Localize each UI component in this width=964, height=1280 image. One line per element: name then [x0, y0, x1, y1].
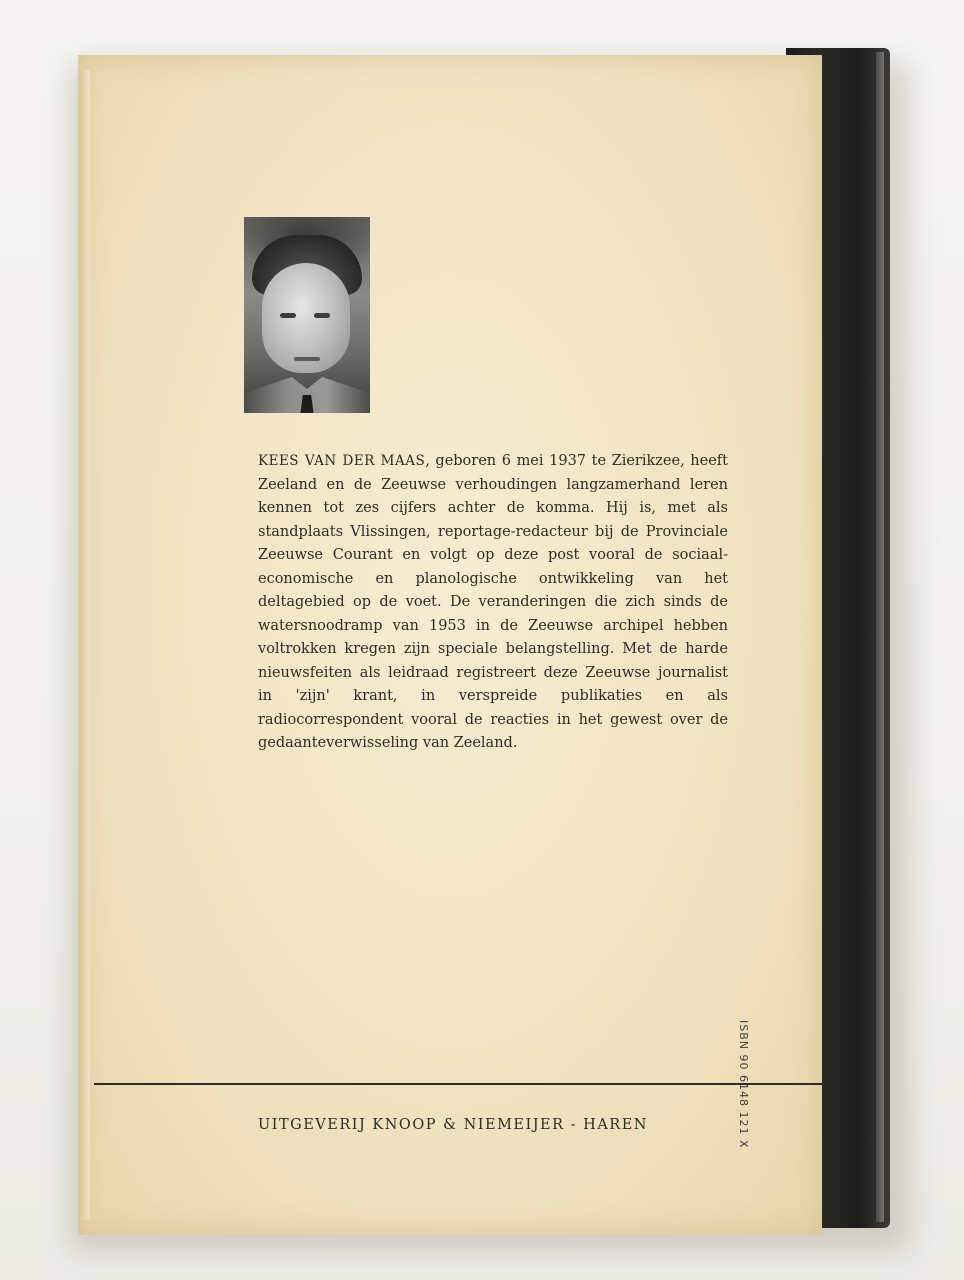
author-eye-left — [280, 313, 296, 318]
author-bio-text: , geboren 6 mei 1937 te Zierikzee, heeft Zeeland en de Zeeuwse verhoudingen langzamerhand leren kennen tot zes cijfers achter de komma. Hij is, met als standplaats Vlissingen, reportage-redacteur bij de Provinciale Zeeuwse Courant en volgt op deze post vooral de sociaal-economische en planologische ontwikkeling van het deltagebied op de voet. De veranderingen die zich sinds de watersnoodramp van 1953 in de Zeeuwse archipel hebben voltrokken kregen zijn speciale belangstelling. Met de harde nieuwsfeiten als leidraad registreert deze Zeeuwse journalist in 'zijn' krant, in verspreide publikaties en als radiocorrespondent vooral de reacties in het gewest over de gedaanteverwisseling van Zeeland. — [258, 453, 728, 751]
author-eye-right — [314, 313, 330, 318]
author-name: KEES VAN DER MAAS — [258, 453, 426, 469]
divider-rule — [94, 1083, 824, 1085]
cover-edge — [78, 70, 90, 1220]
publisher-imprint: UITGEVERIJ KNOOP & NIEMEIJER - HAREN — [258, 1117, 648, 1133]
author-bio — [258, 450, 728, 756]
author-photo — [244, 217, 370, 413]
author-mouth — [294, 357, 320, 361]
spine-edge — [876, 52, 884, 1222]
